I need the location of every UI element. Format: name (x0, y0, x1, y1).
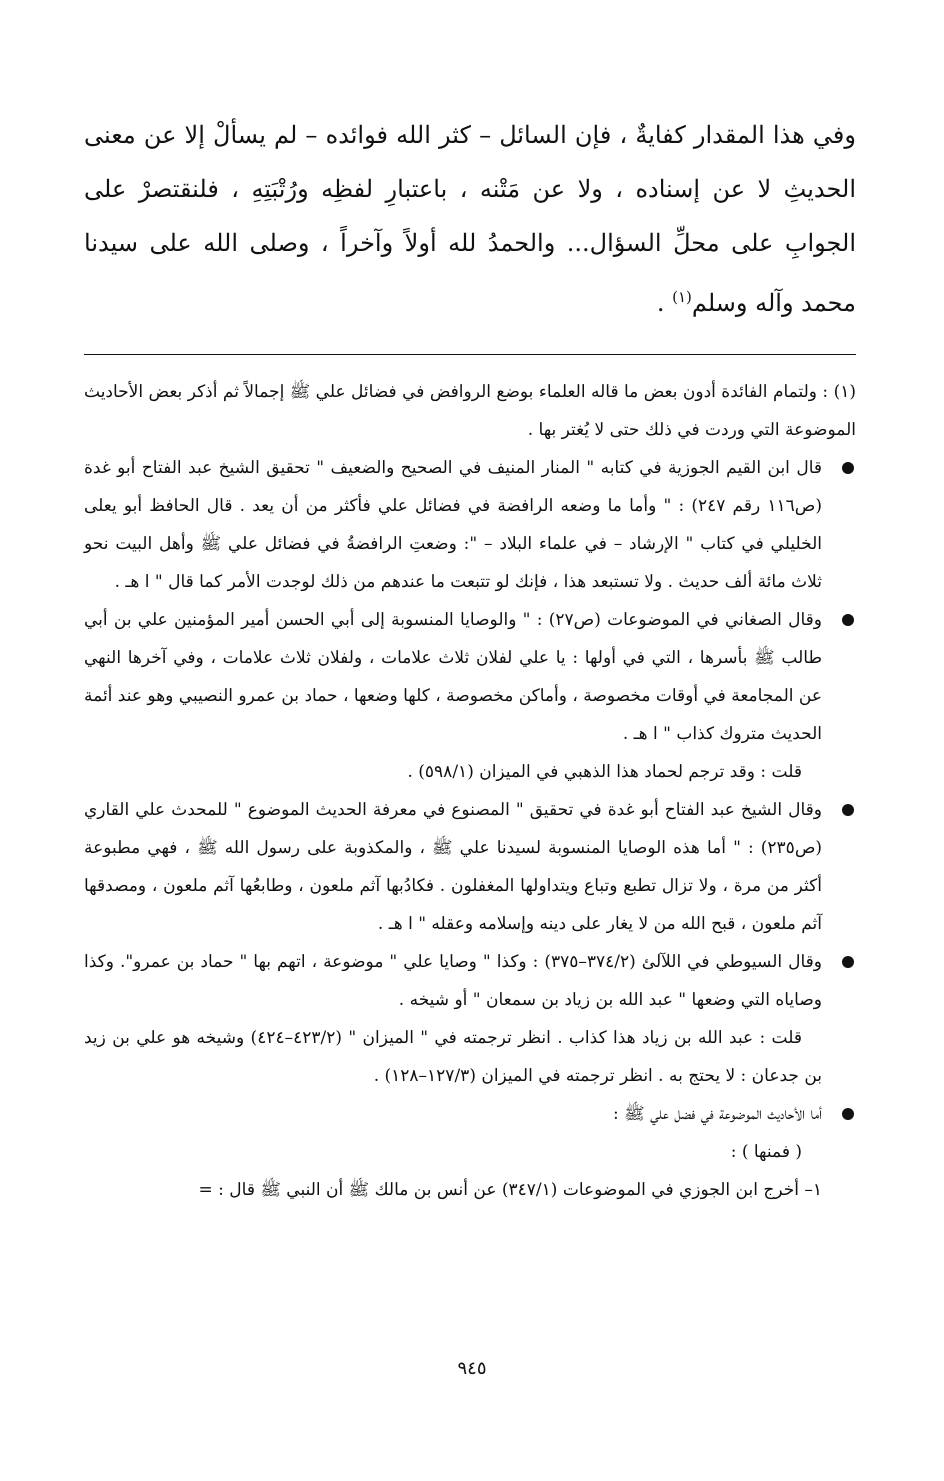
main-end: . (656, 289, 673, 317)
bullet-icon (842, 804, 854, 816)
fa-minha: ( فمنها ) : (730, 1142, 802, 1162)
page-number: ٩٤٥ (457, 1358, 487, 1379)
footnote-item-text: وقال الصغاني في الموضوعات (ص٢٧) : " والوصايا المنسوبة إلى أبي الحسن أمير المؤمنين علي بن أبي طالب ﷺ بأسرها ، التي في أولها : يا علي لفلان ثلاث علامات ، ولفلان ثلاث علامات ، وفي آخرها النهي عن المجامعة في أوقات مخصوصة ، وأماكن مخصوصة ، كلها وضعها ، حماد بن عمرو النصيبي وهو عند أئمة الحديث متروك كذاب " ا هـ . (84, 610, 822, 744)
footnote-item-text: وقال السيوطي في اللآلئ (٣٧٤/٢–٣٧٥) : وكذا " وصايا علي " موضوعة ، اتهم بها " حماد بن عمرو". وكذا وصاياه التي وضعها " عبد الله بن زياد بن سمعان " أو شيخه . (84, 952, 822, 1010)
footnote-item-text: أما الأحاديث الموضوعة في فضل علي ﷺ : (613, 1104, 822, 1124)
footnote-item-text: قال ابن القيم الجوزية في كتابه " المنار المنيف في الصحيح والضعيف " تحقيق الشيخ عبد الفتاح أبو غدة (ص١١٦ رقم ٢٤٧) : " وأما ما وضعه الرافضة في فضائل علي فأكثر من أن يعد . قال الحافظ أبو يعلى الخليلي في كتاب " الإرشاد – في علماء البلاد – ": وضعتِ الرافضةُ في فضائل علي ﷺ وأهل البيت نحو ثلاث مائة ألف حديث . ولا تستبعد هذا ، فإنك لو تتبعت ما عندهم من ذلك لوجدت الأمر كما قال " ا هـ . (84, 458, 822, 592)
footnote-intro: (١) : ولتمام الفائدة أدون بعض ما قاله العلماء بوضع الروافض في فضائل علي ﷺ إجمالاً ثم أذكر بعض الأحاديث الموضوعة التي وردت في ذلك حتى لا يُغتر بها . (84, 382, 856, 440)
hadith-1: ١– أخرج ابن الجوزي في الموضوعات (٣٤٧/١) عن أنس بن مالك ﷺ أن النبي ﷺ قال : = (198, 1180, 822, 1200)
bullet-icon (842, 956, 854, 968)
page-body (84, 108, 856, 1209)
footnote-item-text: وقال الشيخ عبد الفتاح أبو غدة في تحقيق " المصنوع في معرفة الحديث الموضوع " للمحدث علي القاري (ص٢٣٥) : " أما هذه الوصايا المنسوبة لسيدنا علي ﷺ ، والمكذوبة على رسول الله ﷺ ، فهي مطبوعة أكثر من مرة ، ولا تزال تطبع وتباع ويتداولها المغفلون . فكادُبها آثم ملعون ، وطابعُها آثم ملعون ، ومصدقها آثم ملعون ، قبح الله من لا يغار على دينه وإسلامه وعقله " ا هـ . (84, 800, 822, 934)
footnote-item (84, 943, 856, 1019)
footnote-divider (84, 354, 856, 355)
footnotes (84, 373, 856, 1209)
footnote-item (84, 601, 856, 753)
bullet-icon (842, 1108, 854, 1120)
bullet-icon (842, 462, 854, 474)
footnote-item (84, 449, 856, 601)
main-paragraph (84, 108, 856, 330)
footnote-marker: (١) (672, 288, 692, 306)
note-hammad: قلت : وقد ترجم لحماد هذا الذهبي في الميزان (٥٩٨/١) . (407, 762, 802, 782)
main-text: وفي هذا المقدار كفايةٌ ، فإن السائل – كثر الله فوائده – لم يسألْ إلا عن معنى الحديثِ لا عن إسناده ، ولا عن مَتْنه ، باعتبارِ لفظِه ورُتْبَتِهِ ، فلنقتصرْ على الجوابِ على محلِّ السؤال... والحمدُ لله أولاً وآخراً ، وصلى الله على سيدنا محمد وآله وسلم (84, 121, 856, 317)
footnote-item (84, 1095, 856, 1133)
note-ibn-ziyad: قلت : عبد الله بن زياد هذا كذاب . انظر ترجمته في " الميزان " (٤٢٣/٢–٤٢٤) وشيخه هو علي بن زيد بن جدعان : لا يحتج به . انظر ترجمته في الميزان (١٢٧/٣–١٢٨) . (84, 1028, 822, 1086)
bullet-icon (842, 614, 854, 626)
footnote-item (84, 791, 856, 943)
